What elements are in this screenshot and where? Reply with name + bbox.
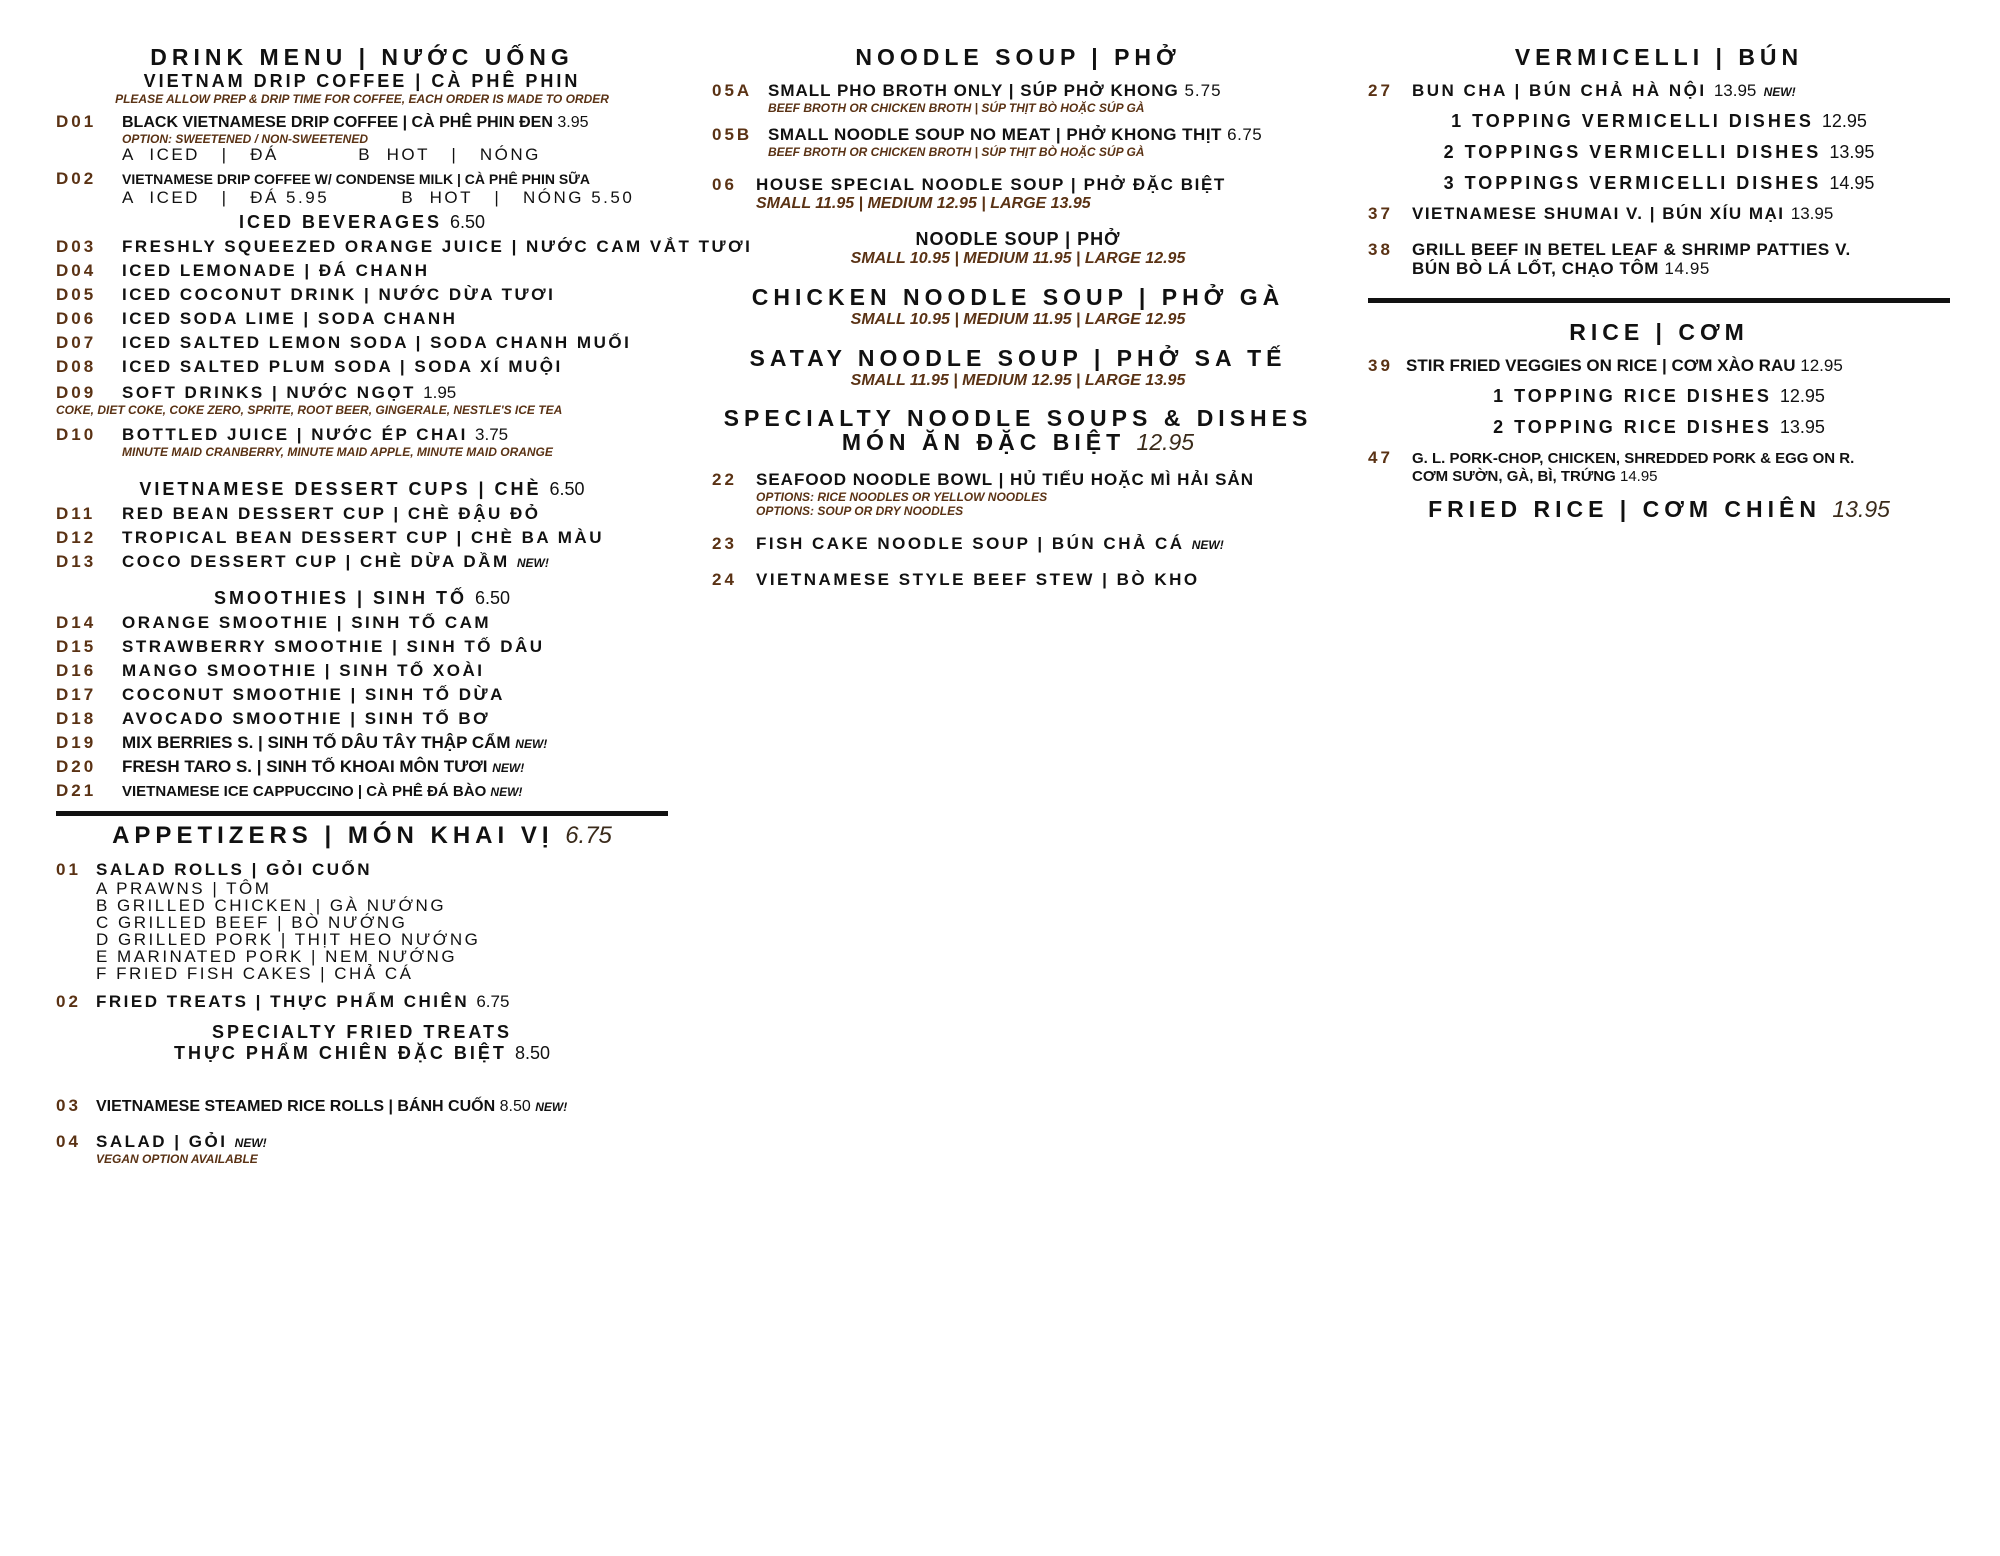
d10-note: MINUTE MAID CRANBERRY, MINUTE MAID APPLE, MINUTE MAID ORANGE xyxy=(122,445,553,459)
item-name xyxy=(122,237,752,257)
drink-appetizer-column xyxy=(56,44,753,1166)
chicken-noodle-title: CHICKEN NOODLE SOUP | PHỞ GÀ xyxy=(751,284,1285,310)
menu-item-01: 01 SALAD ROLLS | GỎI CUỐN xyxy=(56,860,373,879)
new-badge: NEW! xyxy=(516,556,549,570)
item-name-text: TROPICAL BEAN DESSERT CUP | CHÈ BA MÀU xyxy=(122,528,604,547)
specialty-title-viet: MÓN ĂN ĐẶC BIỆT 12.95 xyxy=(841,429,1195,455)
item-code: D14 xyxy=(56,613,97,632)
item-code: D12 xyxy=(56,528,97,547)
menu-item xyxy=(56,504,668,524)
menu-item-03: 03 VIETNAMESE STEAMED RICE ROLLS | BÁNH CUỐN 8.50 NEW! xyxy=(56,1096,568,1115)
drink-menu-title: DRINK MENU | NƯỚC UỐNG xyxy=(150,44,574,70)
new-badge: NEW! xyxy=(515,737,548,751)
menu-item xyxy=(56,528,668,548)
rice-title: RICE | CƠM xyxy=(1569,319,1749,345)
item-name-text: ICED COCONUT DRINK | NƯỚC DỪA TƯƠI xyxy=(122,285,556,304)
item-code: D17 xyxy=(56,685,97,704)
r1-title: 1 TOPPING RICE DISHES 12.95 xyxy=(1493,386,1825,406)
menu-item-02: 02 FRIED TREATS | THỰC PHẨM CHIÊN 6.75 xyxy=(56,992,510,1011)
menu-item xyxy=(56,661,668,681)
item-code: D19 xyxy=(56,733,97,752)
menu-item xyxy=(56,237,753,257)
item-name-text: COCO DESSERT CUP | CHÈ DỪA DẦM xyxy=(122,552,510,571)
new-badge: NEW! xyxy=(492,761,525,775)
chicken-sizes: SMALL 10.95 | MEDIUM 11.95 | LARGE 12.95 xyxy=(850,311,1186,328)
item-name xyxy=(122,637,668,657)
menu-item-47: 47 G. L. PORK-CHOP, CHICKEN, SHREDDED PORK & EGG ON R. CƠM SƯỜN, GÀ, BÌ, TRỨNG 14.95 xyxy=(1368,448,1855,485)
item-name-text: FRESH TARO S. | SINH TỐ KHOAI MÔN TƯƠI xyxy=(122,757,488,776)
menu-item-37: 37 VIETNAMESE SHUMAI V. | BÚN XÍU MẠI 13.95 xyxy=(1368,204,1834,223)
item-name-text: ORANGE SMOOTHIE | SINH TỐ CAM xyxy=(122,613,492,632)
item-name-text: MIX BERRIES S. | SINH TỐ DÂU TÂY THẬP CẨM xyxy=(122,733,511,752)
item-name xyxy=(122,285,668,305)
vermicelli-rice-column xyxy=(1368,44,1950,523)
t2-title: 2 TOPPINGS VERMICELLI DISHES 13.95 xyxy=(1443,142,1875,162)
item-name-text: FRESHLY SQUEEZED ORANGE JUICE | NƯỚC CAM VẮT TƯƠI xyxy=(122,237,753,256)
item-option: A PRAWNS | TÔM xyxy=(96,879,272,898)
d02-options: A ICED | ĐÁ 5.95 B HOT | NÓNG 5.50 xyxy=(122,188,635,207)
iced-beverages-title: ICED BEVERAGES 6.50 xyxy=(238,212,486,232)
item-name xyxy=(122,357,668,377)
item-name xyxy=(122,685,668,705)
dessert-list xyxy=(56,504,668,572)
item-code: D21 xyxy=(56,781,97,800)
specialty-title: SPECIALTY NOODLE SOUPS & DISHES xyxy=(723,405,1313,431)
satay-sizes: SMALL 11.95 | MEDIUM 12.95 | LARGE 13.95 xyxy=(850,372,1186,389)
smoothie-list xyxy=(56,613,668,729)
menu-item-23: 23 FISH CAKE NOODLE SOUP | BÚN CHẢ CÁ NEW! xyxy=(712,534,1224,553)
noodle-soup-title: NOODLE SOUP | PHỞ xyxy=(855,44,1181,70)
item-option: B GRILLED CHICKEN | GÀ NƯỚNG xyxy=(96,896,447,915)
item-name xyxy=(122,783,668,800)
item-option: D GRILLED PORK | THỊT HEO NƯỚNG xyxy=(96,930,481,949)
item-name xyxy=(122,733,668,753)
item-name-text: RED BEAN DESSERT CUP | CHÈ ĐẬU ĐỎ xyxy=(122,504,541,523)
item-name-text: ICED SALTED PLUM SODA | SODA XÍ MUỘI xyxy=(122,357,563,376)
d01-option-note: OPTION: SWEETENED / NON-SWEETENED xyxy=(122,132,369,146)
menu-item-06: 06 HOUSE SPECIAL NOODLE SOUP | PHỞ ĐẶC BIỆT xyxy=(712,175,1226,194)
item-name-text: COCONUT SMOOTHIE | SINH TỐ DỪA xyxy=(122,685,505,704)
menu-item xyxy=(56,709,668,729)
item-code: D06 xyxy=(56,309,97,328)
item-option: C GRILLED BEEF | BÒ NƯỚNG xyxy=(96,913,408,932)
vermicelli-title: VERMICELLI | BÚN xyxy=(1514,44,1804,70)
menu-item-22: 22 SEAFOOD NOODLE BOWL | HỦ TIẾU HOẶC MÌ HẢI SẢN xyxy=(712,470,1255,489)
menu-item xyxy=(56,733,668,753)
menu-item xyxy=(56,781,668,801)
menu-item xyxy=(56,333,668,353)
05a-note: BEEF BROTH OR CHICKEN BROTH | SÚP THỊT BÒ HOẶC SÚP GÀ xyxy=(768,101,1145,115)
smoothie-title: SMOOTHIES | SINH TỐ 6.50 xyxy=(213,588,511,608)
item-name-text: ICED LEMONADE | ĐÁ CHANH xyxy=(122,261,430,280)
specialty-fried-title-viet: THỰC PHẨM CHIÊN ĐẶC BIỆT 8.50 xyxy=(174,1043,550,1063)
menu-item xyxy=(56,309,668,329)
menu-item xyxy=(56,357,668,377)
menu-item-04: 04 SALAD | GỎI NEW! xyxy=(56,1132,267,1151)
menu-item xyxy=(56,552,668,572)
iced-drinks-list xyxy=(56,237,753,377)
item-code: D16 xyxy=(56,661,97,680)
menu-item-39: 39 STIR FRIED VEGGIES ON RICE | CƠM XÀO RAU 12.95 xyxy=(1368,356,1843,375)
item-name xyxy=(122,261,668,281)
menu-item-05a: 05A SMALL PHO BROTH ONLY | SÚP PHỞ KHONG 5.75 xyxy=(712,81,1222,100)
item-name-text: STRAWBERRY SMOOTHIE | SINH TỐ DÂU xyxy=(122,637,545,656)
noodle-soup-column xyxy=(712,44,1324,590)
menu-item-d09: D09 SOFT DRINKS | NƯỚC NGỌT 1.95 xyxy=(56,383,457,402)
item-name xyxy=(122,552,668,572)
item-code: D15 xyxy=(56,637,97,656)
menu-item-24: 24 VIETNAMESE STYLE BEEF STEW | BÒ KHO xyxy=(712,570,1200,589)
item-name-text: ICED SODA LIME | SODA CHANH xyxy=(122,309,458,328)
item-code: D08 xyxy=(56,357,97,376)
menu-item-38: 38 GRILL BEEF IN BETEL LEAF & SHRIMP PATTIES V. BÚN BÒ LÁ LỐT, CHẠO TÔM 14.95 xyxy=(1368,240,1851,278)
item-name xyxy=(122,504,668,524)
dessert-title: VIETNAMESE DESSERT CUPS | CHÈ 6.50 xyxy=(139,479,585,499)
d09-note: COKE, DIET COKE, COKE ZERO, SPRITE, ROOT BEER, GINGERALE, NESTLE'S ICE TEA xyxy=(56,403,563,417)
item-name xyxy=(122,528,668,548)
menu-item-27: 27 BUN CHA | BÚN CHẢ HÀ NỘI 13.95 NEW! xyxy=(1368,81,1796,100)
item-code: D04 xyxy=(56,261,97,280)
vegan-note: VEGAN OPTION AVAILABLE xyxy=(96,1152,258,1166)
item-name xyxy=(122,309,668,329)
t1-title: 1 TOPPING VERMICELLI DISHES 12.95 xyxy=(1451,111,1867,131)
item-code: D20 xyxy=(56,757,97,776)
menu-item xyxy=(56,285,668,305)
item-code: D11 xyxy=(56,504,96,523)
menu-item-d01: D01 BLACK VIETNAMESE DRIP COFFEE | CÀ PHÊ PHIN ĐEN 3.95 xyxy=(56,112,589,131)
t3-title: 3 TOPPINGS VERMICELLI DISHES 14.95 xyxy=(1443,173,1875,193)
special-drink-list xyxy=(56,733,668,801)
item-code: D03 xyxy=(56,237,97,256)
menu-item xyxy=(56,685,668,705)
appetizers-title: APPETIZERS | MÓN KHAI VỊ 6.75 xyxy=(112,822,612,849)
r2-title: 2 TOPPING RICE DISHES 13.95 xyxy=(1493,417,1825,437)
new-badge: NEW! xyxy=(490,785,523,799)
satay-noodle-title: SATAY NOODLE SOUP | PHỞ SA TẾ xyxy=(749,345,1287,371)
05b-note: BEEF BROTH OR CHICKEN BROTH | SÚP THỊT BÒ HOẶC SÚP GÀ xyxy=(768,145,1145,159)
salad-roll-options xyxy=(56,880,668,982)
item-code: D13 xyxy=(56,552,97,571)
item-option: E MARINATED PORK | NEM NƯỚNG xyxy=(96,947,458,966)
item-name-text: ICED SALTED LEMON SODA | SODA CHANH MUỐI xyxy=(122,333,632,352)
22-note-2: OPTIONS: SOUP OR DRY NOODLES xyxy=(756,504,964,518)
item-name xyxy=(122,661,668,681)
item-name-text: MANGO SMOOTHIE | SINH TỐ XOÀI xyxy=(122,661,485,680)
item-name xyxy=(122,757,668,777)
coffee-title: VIETNAM DRIP COFFEE | CÀ PHÊ PHIN xyxy=(143,71,581,91)
06-sizes: SMALL 11.95 | MEDIUM 12.95 | LARGE 13.95 xyxy=(756,195,1091,212)
item-option: F FRIED FISH CAKES | CHẢ CÁ xyxy=(96,964,414,983)
specialty-fried-title: SPECIALTY FRIED TREATS xyxy=(211,1022,513,1042)
menu-item-05b: 05B SMALL NOODLE SOUP NO MEAT | PHỞ KHONG THỊT 6.75 xyxy=(712,125,1263,144)
item-name xyxy=(122,613,668,633)
22-note-1: OPTIONS: RICE NOODLES OR YELLOW NOODLES xyxy=(756,490,1048,504)
noodle-soup-subtitle: NOODLE SOUP | PHỞ xyxy=(915,229,1121,249)
item-code: D18 xyxy=(56,709,97,728)
item-code: D07 xyxy=(56,333,97,352)
menu-item xyxy=(56,637,668,657)
item-name-text: VIETNAMESE ICE CAPPUCCINO | CÀ PHÊ ĐÁ BÀO xyxy=(122,783,487,800)
d01-options: A ICED | ĐÁ B HOT | NÓNG xyxy=(122,145,541,164)
item-name-text: AVOCADO SMOOTHIE | SINH TỐ BƠ xyxy=(122,709,491,728)
menu-item-d02: D02 VIETNAMESE DRIP COFFEE W/ CONDENSE MILK | CÀ PHÊ PHIN SỮA xyxy=(56,169,590,188)
menu-item xyxy=(56,757,668,777)
coffee-note: PLEASE ALLOW PREP & DRIP TIME FOR COFFEE, EACH ORDER IS MADE TO ORDER xyxy=(115,92,609,106)
item-name xyxy=(122,333,668,353)
menu-item xyxy=(56,613,668,633)
menu-item xyxy=(56,261,668,281)
menu-item-d10: D10 BOTTLED JUICE | NƯỚC ÉP CHAI 3.75 xyxy=(56,425,509,444)
fried-rice-title: FRIED RICE | CƠM CHIÊN 13.95 xyxy=(1428,496,1890,522)
item-code: D05 xyxy=(56,285,97,304)
noodle-soup-sizes: SMALL 10.95 | MEDIUM 11.95 | LARGE 12.95 xyxy=(850,250,1186,267)
item-name xyxy=(122,709,668,729)
